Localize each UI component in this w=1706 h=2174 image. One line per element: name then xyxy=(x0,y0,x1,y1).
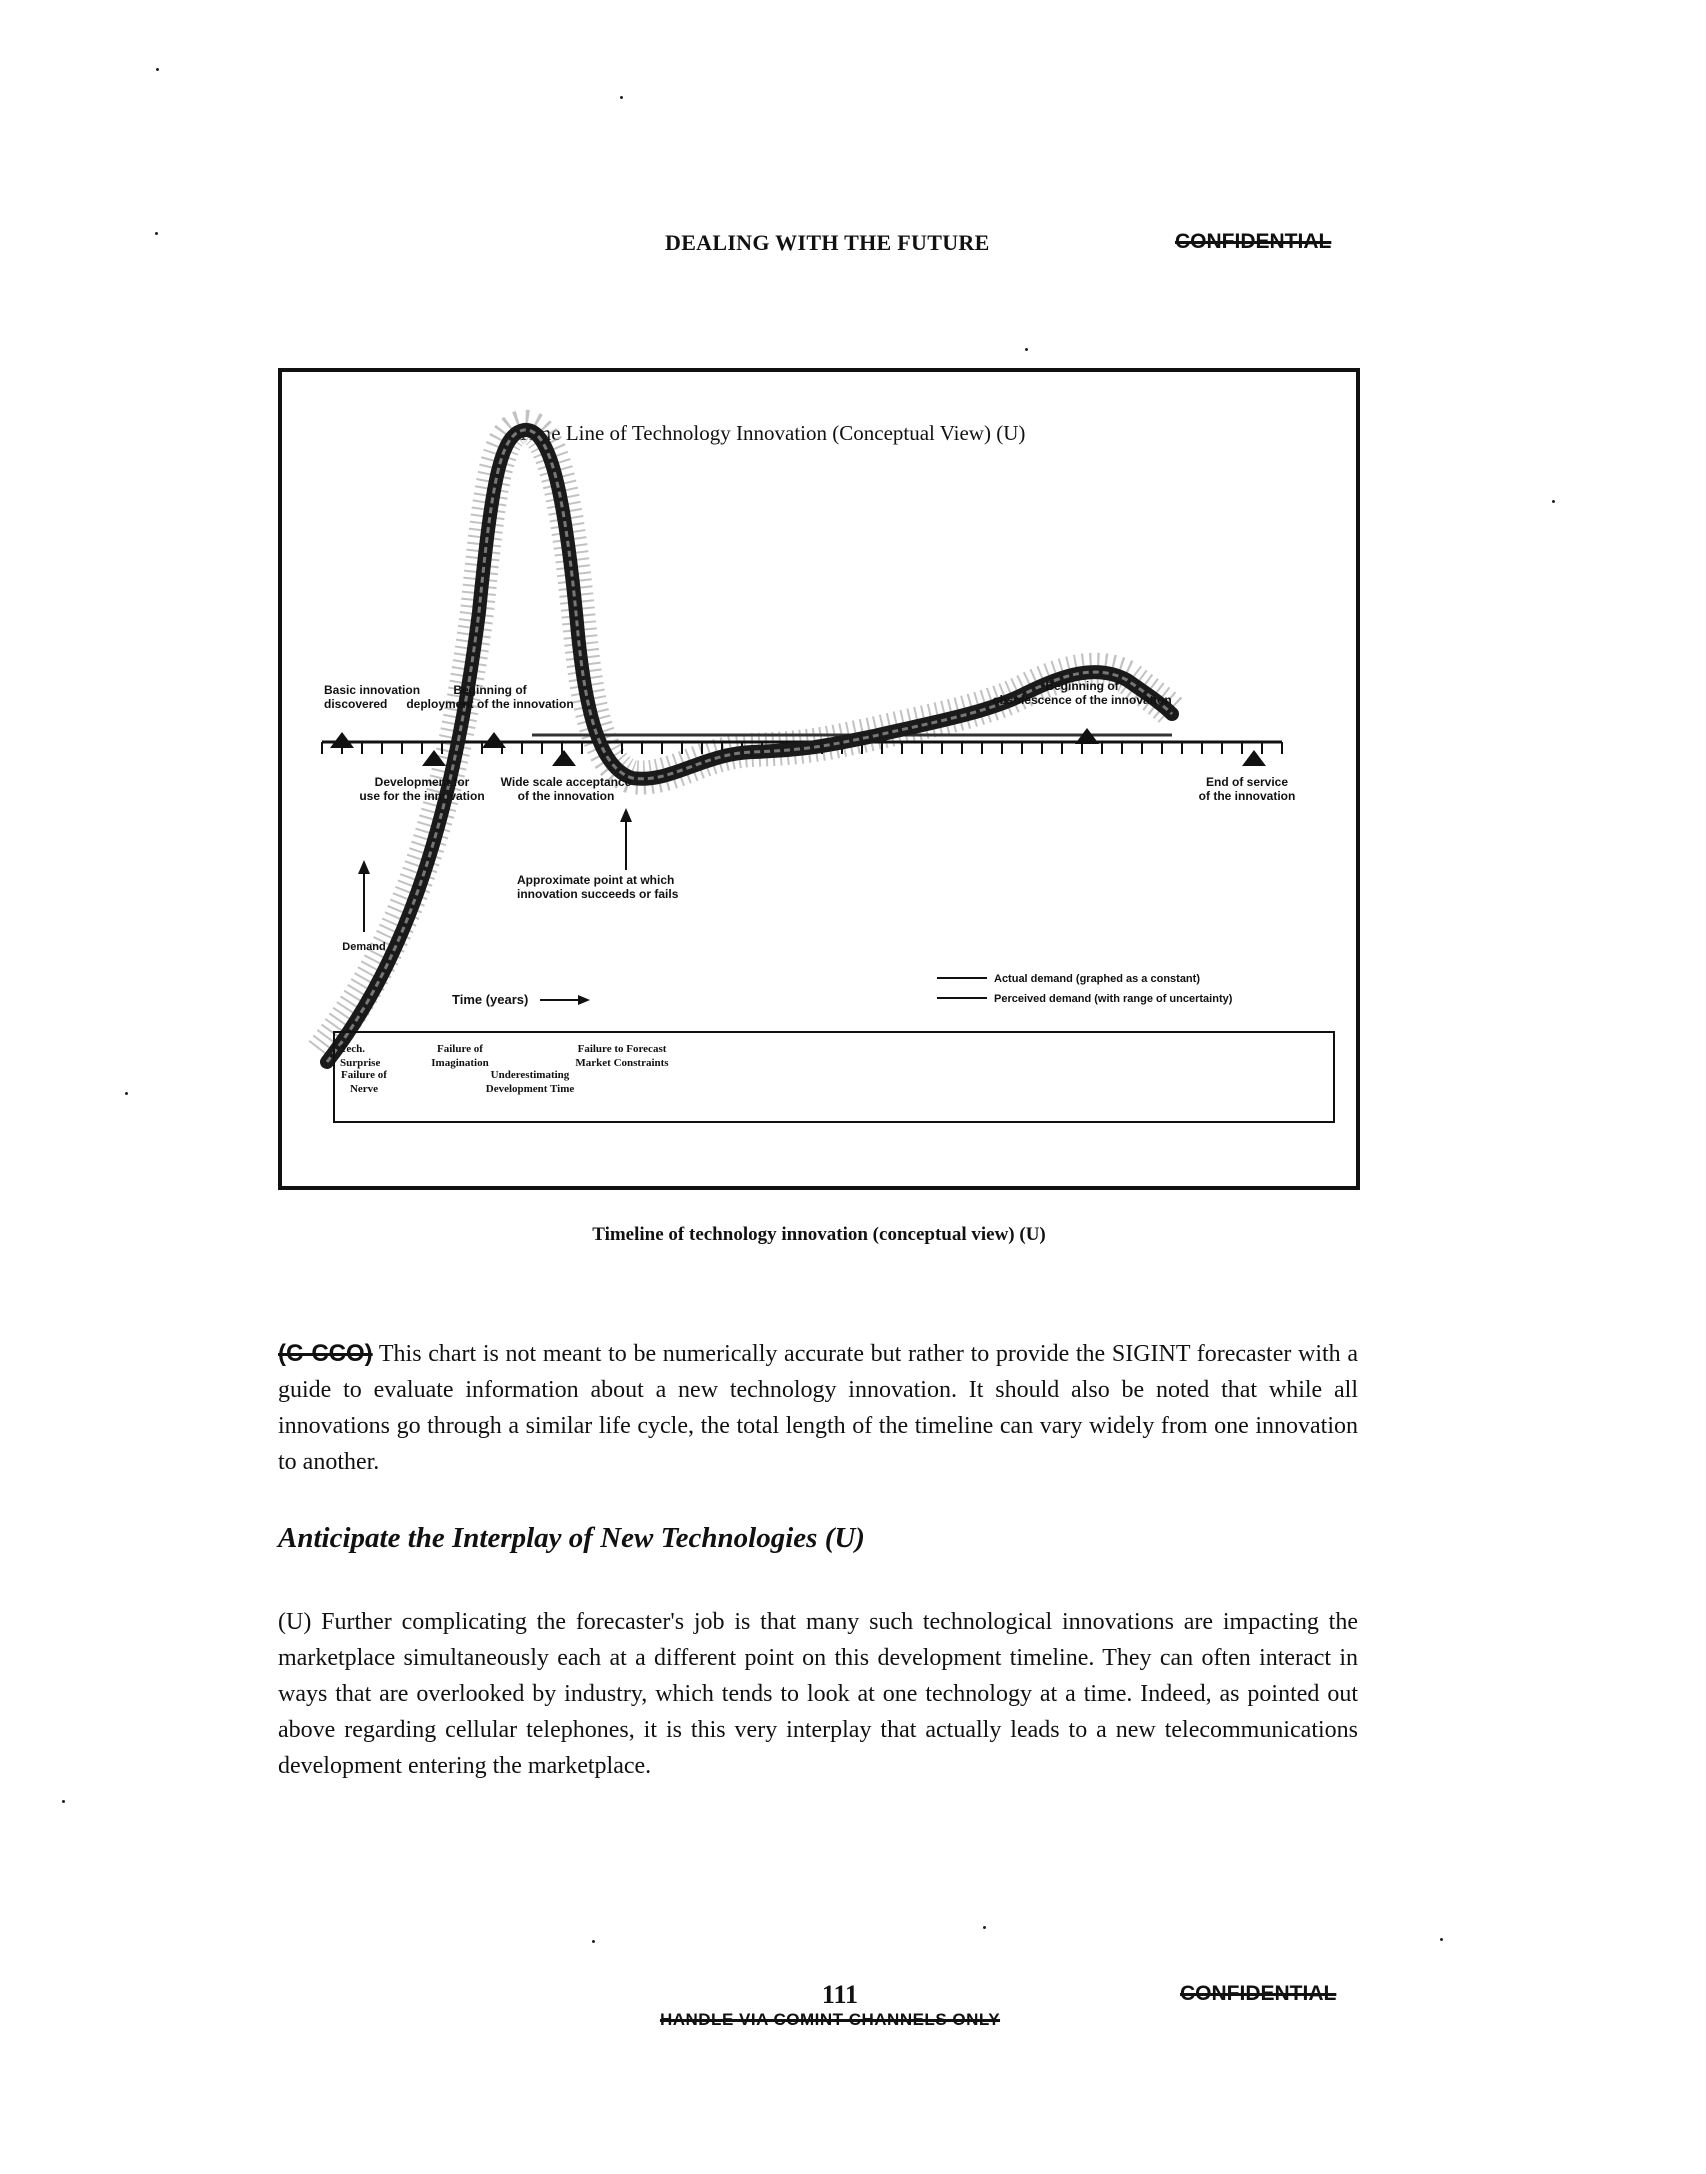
failure-of-nerve-label-2: Nerve xyxy=(349,1083,379,1095)
page-number: 111 xyxy=(821,1980,859,2009)
timeline-figure xyxy=(278,368,1360,1190)
legend-perceived-label: Perceived demand (with range of uncertainty) xyxy=(994,993,1233,1005)
scan-speck xyxy=(1552,500,1555,503)
development-label-2: use for the innovation xyxy=(359,789,485,803)
failure-of-nerve-label-1: Failure of xyxy=(341,1069,387,1081)
scan-speck xyxy=(156,68,159,71)
perceived-demand-curve xyxy=(327,430,1172,1062)
diagram-title: Time Line of Technology Innovation (Conceptual View) (U) xyxy=(517,421,1026,445)
basic-innovation-label-2: discovered xyxy=(324,697,388,711)
paragraph-1-text: This chart is not meant to be numerically accurate but rather to provide the SIGINT forecaster with a guide to evaluate information about a new technology innovation. It should also be noted that while all innovations go through a similar life cycle, the total length of the timeline can vary widely from one innovation to another. xyxy=(278,1341,1358,1475)
approximate-point-label-2: innovation succeeds or fails xyxy=(517,887,679,901)
perceived-demand-uncertainty xyxy=(322,427,1172,1052)
beginning-deployment-marker xyxy=(482,732,506,748)
scan-speck xyxy=(125,1092,128,1095)
scan-speck xyxy=(1025,348,1028,351)
timeline-diagram xyxy=(282,372,1356,1186)
approximate-point-label-1: Approximate point at which xyxy=(517,873,675,887)
figure-caption: Timeline of technology innovation (conceptual view) (U) xyxy=(592,1224,1046,1245)
scan-speck xyxy=(620,96,623,99)
handling-caveat: HANDLE VIA COMINT CHANNELS ONLY xyxy=(659,2010,1001,2029)
wide-scale-label-1: Wide scale acceptance xyxy=(500,775,632,789)
beginning-deployment-label-2: deployment of the innovation xyxy=(406,697,574,711)
beginning-deployment-label-1: Beginning of xyxy=(453,683,527,697)
failure-to-forecast-label-1: Failure to Forecast xyxy=(577,1043,667,1055)
basic-innovation-label-1: Basic innovation xyxy=(324,683,421,697)
basic-innovation-marker xyxy=(330,732,354,748)
scan-speck xyxy=(1440,1938,1443,1941)
wide-scale-marker xyxy=(552,750,576,766)
beginning-obsolescence-label-2: obsolescence of the innovation xyxy=(992,693,1172,707)
body-paragraph-1 xyxy=(278,1336,1358,1480)
body-paragraph-2: (U) Further complicating the forecaster's job is that many such technological innovations are impacting the marketplace simultaneously each at a different point on this development timeline. They can often interact in ways that are overlooked by industry, which tends to look at one technology at a time. Indeed, as pointed out above regarding cellular telephones, it is this very interplay that actually leads to a new telecommunications development entering the marketplace. xyxy=(278,1609,1358,1779)
paragraph-marking: (C-CCO) xyxy=(278,1340,373,1367)
tech-surprise-label-2: Surprise xyxy=(340,1057,381,1069)
failures-box xyxy=(334,1032,1334,1122)
scan-speck xyxy=(62,1800,65,1803)
wide-scale-label-2: of the innovation xyxy=(517,789,615,803)
demand-label: Demand xyxy=(342,941,386,953)
tech-surprise-label-1: Tech. xyxy=(340,1043,365,1055)
failure-of-imagination-label-1: Failure of xyxy=(437,1043,483,1055)
scan-speck xyxy=(592,1940,595,1943)
end-of-service-label-1: End of service xyxy=(1205,775,1289,789)
footer-classification: CONFIDENTIAL xyxy=(1180,1982,1337,2005)
running-header: DEALING WITH THE FUTURE xyxy=(665,230,990,255)
development-label-1: Development for xyxy=(374,775,470,789)
legend-actual-label: Actual demand (graphed as a constant) xyxy=(994,973,1200,985)
underestimating-label-2: Development Time xyxy=(485,1083,575,1095)
beginning-obsolescence-label-1: Beginning of xyxy=(1045,679,1119,693)
header-classification: CONFIDENTIAL xyxy=(1175,230,1332,253)
underestimating-label-1: Underestimating xyxy=(490,1069,570,1081)
failure-to-forecast-label-2: Market Constraints xyxy=(575,1057,669,1069)
section-subheading: Anticipate the Interplay of New Technologies (U) xyxy=(278,1522,865,1554)
scan-speck xyxy=(983,1926,986,1929)
end-of-service-label-2: of the innovation xyxy=(1198,789,1296,803)
time-label: Time (years) xyxy=(452,992,529,1007)
scan-speck xyxy=(155,232,158,235)
failure-of-imagination-label-2: Imagination xyxy=(431,1057,489,1069)
